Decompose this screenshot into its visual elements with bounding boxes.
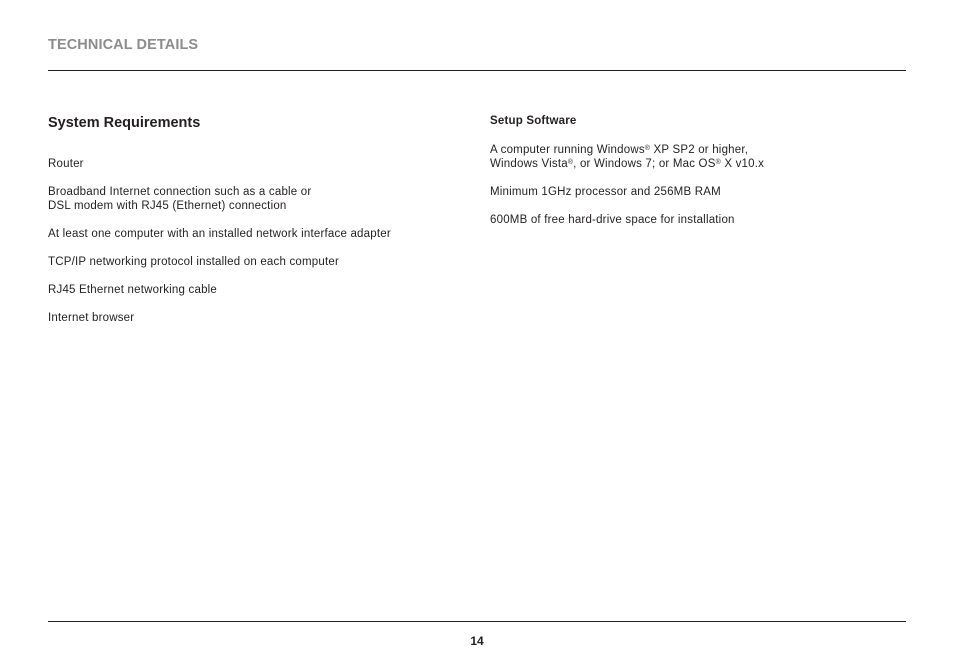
registered-mark: ® — [715, 159, 721, 166]
requirement-ethernet-cable: RJ45 Ethernet networking cable — [48, 284, 218, 296]
requirement-broadband-line2: DSL modem with RJ45 (Ethernet) connection — [48, 200, 287, 212]
os-text: , or Windows 7; or Mac OS — [573, 158, 716, 170]
requirement-disk-space: 600MB of free hard-drive space for installation — [490, 214, 735, 226]
page-number: 14 — [470, 634, 484, 648]
registered-mark: ® — [567, 159, 574, 166]
section-header: TECHNICAL DETAILS — [48, 37, 199, 53]
requirement-broadband — [48, 185, 468, 213]
os-text: XP SP2 or higher, — [650, 144, 749, 156]
os-line-1 — [490, 143, 890, 157]
requirement-operating-system — [490, 143, 890, 171]
requirement-processor: Minimum 1GHz processor and 256MB RAM — [490, 186, 721, 198]
bottom-divider — [48, 621, 906, 622]
os-line-2 — [490, 157, 890, 171]
os-text: X v10.x — [720, 158, 765, 170]
os-text: Windows Vista — [490, 158, 568, 170]
top-divider — [48, 70, 906, 71]
os-text: A computer running Windows — [490, 144, 645, 156]
requirement-router: Router — [48, 158, 84, 170]
registered-mark: ® — [644, 145, 651, 152]
requirement-network-adapter: At least one computer with an installed network interface adapter — [48, 228, 391, 240]
requirement-tcpip: TCP/IP networking protocol installed on each computer — [48, 256, 340, 268]
setup-software-column — [490, 114, 890, 241]
requirement-broadband-line1: Broadband Internet connection such as a cable or — [48, 186, 312, 198]
system-requirements-title: System Requirements — [48, 115, 201, 131]
setup-software-title: Setup Software — [490, 115, 577, 127]
system-requirements-column — [48, 114, 468, 339]
requirement-browser: Internet browser — [48, 312, 135, 324]
